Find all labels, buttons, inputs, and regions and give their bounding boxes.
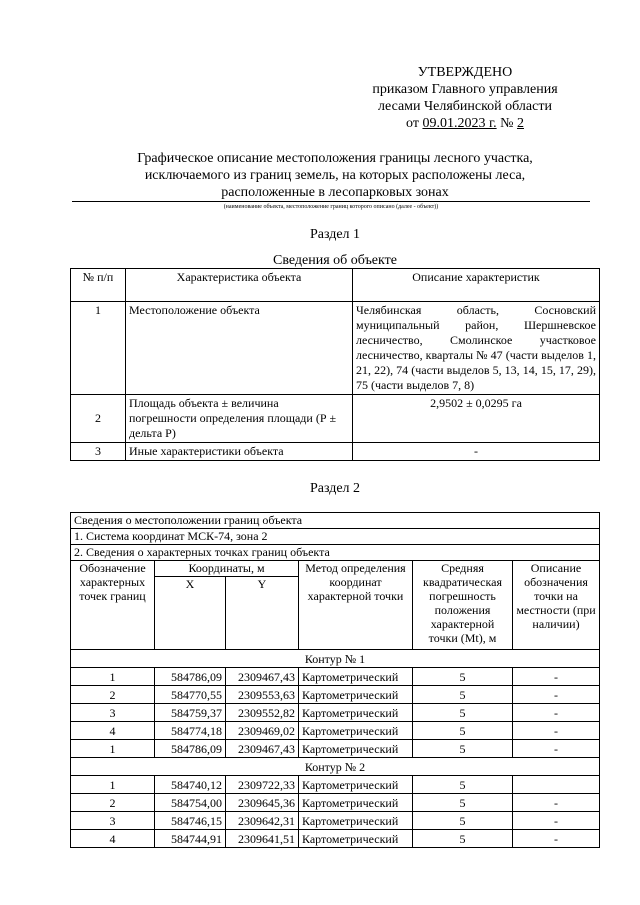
header-point-description: Описание обозначения точки на местности (при наличии) [513, 561, 600, 650]
error: 5 [413, 704, 513, 722]
row-characteristic: Иные характеристики объекта [126, 443, 353, 461]
table-row [71, 704, 600, 722]
table-row [71, 740, 600, 758]
method: Картометрический [299, 776, 413, 794]
title-line-1: Графическое описание местоположения границы лесного участка, [137, 151, 533, 166]
approval-number: 2 [516, 116, 524, 131]
contour-2-rows [71, 776, 600, 848]
row-num: 1 [71, 302, 126, 395]
method: Картометрический [299, 668, 413, 686]
title-divider [72, 201, 590, 202]
point-description: - [513, 722, 600, 740]
point-id: 4 [71, 830, 155, 848]
coord-x: 584786,09 [155, 740, 226, 758]
coord-x: 584754,00 [155, 794, 226, 812]
header-x: X [155, 577, 226, 650]
coord-x: 584770,55 [155, 686, 226, 704]
row-characteristic: Площадь объекта ± величина погрешности определения площади (Р ± дельта Р) [126, 395, 353, 443]
table-row [71, 776, 600, 794]
title-line-2: исключаемого из границ земель, на которых расположены леса, [144, 168, 526, 183]
error: 5 [413, 686, 513, 704]
points-info-row: 2. Сведения о характерных точках границ объекта [71, 545, 600, 561]
point-id: 2 [71, 686, 155, 704]
error: 5 [413, 668, 513, 686]
point-id: 2 [71, 794, 155, 812]
contour-1-label: Контур № 1 [71, 650, 600, 668]
approval-number-sign: № [500, 116, 514, 131]
error: 5 [413, 794, 513, 812]
table-row [71, 794, 600, 812]
point-description: - [513, 704, 600, 722]
point-description: - [513, 740, 600, 758]
table-row [71, 302, 600, 395]
approval-title: УТВЕРЖДЕНО [417, 65, 513, 80]
method: Картометрический [299, 794, 413, 812]
method: Картометрический [299, 722, 413, 740]
error: 5 [413, 722, 513, 740]
method: Картометрический [299, 704, 413, 722]
section2-heading: Раздел 2 [309, 481, 361, 496]
point-id: 4 [71, 722, 155, 740]
header-y: Y [226, 577, 299, 650]
coord-y: 2309642,31 [226, 812, 299, 830]
error: 5 [413, 740, 513, 758]
object-info-table [70, 268, 600, 461]
error: 5 [413, 830, 513, 848]
row-description: - [353, 443, 600, 461]
approval-authority: лесами Челябинской области [378, 99, 552, 114]
row-num: 3 [71, 443, 126, 461]
coord-y: 2309722,33 [226, 776, 299, 794]
approval-date-line [340, 115, 590, 132]
table-row [71, 830, 600, 848]
approval-block [340, 64, 590, 132]
table-row [71, 395, 600, 443]
coord-y: 2309467,43 [226, 740, 299, 758]
coord-y: 2309553,63 [226, 686, 299, 704]
table-row [71, 812, 600, 830]
section1-subheading: Сведения об объекте [273, 253, 397, 268]
contour-2-label: Контур № 2 [71, 758, 600, 776]
document-title [70, 150, 600, 201]
point-description: - [513, 686, 600, 704]
coord-x: 584774,18 [155, 722, 226, 740]
point-description: - [513, 794, 600, 812]
table-row [71, 686, 600, 704]
point-id: 1 [71, 740, 155, 758]
point-description: - [513, 812, 600, 830]
table-row [71, 722, 600, 740]
coord-x: 584759,37 [155, 704, 226, 722]
point-id: 3 [71, 812, 155, 830]
point-description: - [513, 668, 600, 686]
approval-from: от [406, 116, 419, 131]
method: Картометрический [299, 830, 413, 848]
point-description [513, 776, 600, 794]
method: Картометрический [299, 740, 413, 758]
boundary-points-table [70, 512, 600, 848]
coord-y: 2309469,02 [226, 722, 299, 740]
table-header-row [71, 269, 600, 302]
error: 5 [413, 776, 513, 794]
row-characteristic: Местоположение объекта [126, 302, 353, 395]
row-description: Челябинская область, Сосновский муниципальный район, Шершневское лесничество, Смолинское участковое лесничество, кварталы № 47 (части выделов 1, 21, 22), 74 (части выделов 5, 13, 14, 15, 17, 29), 75 (части выделов 7, 8) [353, 302, 600, 395]
header-method: Метод определения координат характерной точки [299, 561, 413, 650]
coord-y: 2309467,43 [226, 668, 299, 686]
header-error: Средняя квадратическая погрешность положения характерной точки (Mt), м [413, 561, 513, 650]
section1-heading: Раздел 1 [309, 227, 361, 242]
coord-y: 2309552,82 [226, 704, 299, 722]
coordinate-system-row: 1. Система координат МСК-74, зона 2 [71, 529, 600, 545]
header-point: Обозначение характерных точек границ [71, 561, 155, 650]
error: 5 [413, 812, 513, 830]
point-description: - [513, 830, 600, 848]
info-row: Сведения о местоположении границ объекта [71, 513, 600, 529]
header-coordinates: Координаты, м [155, 561, 299, 577]
approval-date: 09.01.2023 г. [422, 116, 497, 131]
approval-order: приказом Главного управления [372, 82, 558, 97]
coord-x: 584740,12 [155, 776, 226, 794]
header-description: Описание характеристик [353, 269, 600, 302]
point-id: 1 [71, 776, 155, 794]
coord-x: 584744,91 [155, 830, 226, 848]
row-description: 2,9502 ± 0,0295 га [353, 395, 600, 443]
coord-y: 2309641,51 [226, 830, 299, 848]
table-row [71, 443, 600, 461]
title-note: (наименование объекта, местоположение границ которого описано (далее - объект)) [223, 204, 439, 210]
coord-y: 2309645,36 [226, 794, 299, 812]
coord-x: 584746,15 [155, 812, 226, 830]
header-characteristic: Характеристика объекта [126, 269, 353, 302]
point-id: 3 [71, 704, 155, 722]
row-num: 2 [71, 395, 126, 443]
method: Картометрический [299, 812, 413, 830]
point-id: 1 [71, 668, 155, 686]
method: Картометрический [299, 686, 413, 704]
table-row [71, 668, 600, 686]
header-num: № п/п [71, 269, 126, 302]
contour-1-rows [71, 668, 600, 758]
title-line-3: расположенные в лесопарковых зонах [221, 185, 449, 200]
coord-x: 584786,09 [155, 668, 226, 686]
